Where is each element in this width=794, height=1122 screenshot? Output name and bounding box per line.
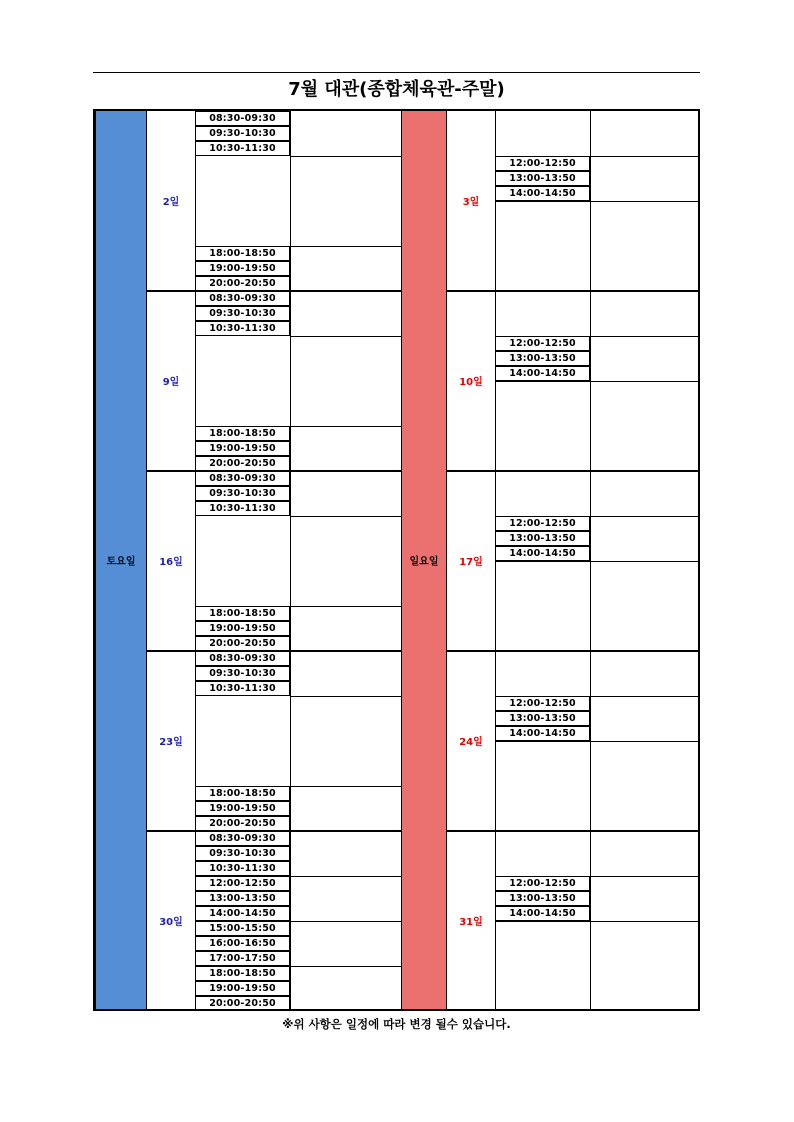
saturday-date: 9일 xyxy=(162,377,180,388)
time-slot: 13:00-13:50 xyxy=(495,891,590,906)
week-divider xyxy=(447,830,698,832)
sunday-date: 24일 xyxy=(459,737,483,748)
time-slot: 20:00-20:50 xyxy=(195,636,290,651)
time-slot: 08:30-09:30 xyxy=(195,111,290,126)
row-divider xyxy=(290,426,401,427)
row-divider xyxy=(290,606,401,607)
top-rule xyxy=(93,72,700,73)
time-slot: 13:00-13:50 xyxy=(495,531,590,546)
schedule-table xyxy=(93,109,700,1011)
time-slot: 20:00-20:50 xyxy=(195,816,290,831)
time-slot: 12:00-12:50 xyxy=(195,876,290,891)
time-slot: 10:30-11:30 xyxy=(195,681,290,696)
week-divider xyxy=(447,650,698,652)
saturday-label: 토요일 xyxy=(106,556,136,568)
time-slot: 20:00-20:50 xyxy=(195,456,290,471)
row-divider xyxy=(290,966,401,967)
time-slot: 18:00-18:50 xyxy=(195,246,290,261)
time-slot: 14:00-14:50 xyxy=(195,906,290,921)
time-slot: 09:30-10:30 xyxy=(195,306,290,321)
time-slot: 19:00-19:50 xyxy=(195,261,290,276)
time-slot: 13:00-13:50 xyxy=(495,351,590,366)
week-divider xyxy=(447,470,698,472)
time-slot: 08:30-09:30 xyxy=(195,831,290,846)
time-slot: 18:00-18:50 xyxy=(195,606,290,621)
column-divider xyxy=(590,111,591,1009)
row-divider xyxy=(590,696,698,697)
time-slot: 09:30-10:30 xyxy=(195,126,290,141)
time-slot: 13:00-13:50 xyxy=(195,891,290,906)
time-slot: 12:00-12:50 xyxy=(495,876,590,891)
row-divider xyxy=(495,741,698,742)
row-divider xyxy=(590,156,698,157)
time-slot: 09:30-10:30 xyxy=(195,846,290,861)
time-slot: 18:00-18:50 xyxy=(195,966,290,981)
saturday-date: 30일 xyxy=(159,917,183,928)
time-slot: 14:00-14:50 xyxy=(495,546,590,561)
time-slot: 14:00-14:50 xyxy=(495,366,590,381)
time-slot: 18:00-18:50 xyxy=(195,426,290,441)
time-slot: 10:30-11:30 xyxy=(195,501,290,516)
time-slot: 14:00-14:50 xyxy=(495,906,590,921)
row-divider xyxy=(590,516,698,517)
time-slot: 08:30-09:30 xyxy=(195,471,290,486)
time-slot: 10:30-11:30 xyxy=(195,141,290,156)
row-divider xyxy=(590,876,698,877)
time-slot: 08:30-09:30 xyxy=(195,651,290,666)
row-divider xyxy=(495,561,698,562)
row-divider xyxy=(290,786,401,787)
sunday-date: 17일 xyxy=(459,557,483,568)
row-divider xyxy=(290,336,401,337)
time-slot: 19:00-19:50 xyxy=(195,441,290,456)
row-divider xyxy=(495,381,698,382)
time-slot: 09:30-10:30 xyxy=(195,486,290,501)
row-divider xyxy=(290,246,401,247)
row-divider xyxy=(290,921,401,922)
time-slot: 19:00-19:50 xyxy=(195,801,290,816)
row-divider xyxy=(590,336,698,337)
time-slot: 12:00-12:50 xyxy=(495,696,590,711)
row-divider xyxy=(495,201,698,202)
time-slot: 15:00-15:50 xyxy=(195,921,290,936)
saturday-date: 2일 xyxy=(162,197,180,208)
sunday-label: 일요일 xyxy=(409,556,439,568)
row-divider xyxy=(290,696,401,697)
time-slot: 12:00-12:50 xyxy=(495,336,590,351)
time-slot: 17:00-17:50 xyxy=(195,951,290,966)
saturday-date: 16일 xyxy=(159,557,183,568)
sunday-date: 31일 xyxy=(459,917,483,928)
week-divider xyxy=(447,290,698,292)
time-slot: 18:00-18:50 xyxy=(195,786,290,801)
time-slot: 13:00-13:50 xyxy=(495,171,590,186)
row-divider xyxy=(290,876,401,877)
time-slot: 10:30-11:30 xyxy=(195,861,290,876)
row-divider xyxy=(290,516,401,517)
sunday-date: 3일 xyxy=(462,197,480,208)
time-slot: 14:00-14:50 xyxy=(495,726,590,741)
time-slot: 19:00-19:50 xyxy=(195,981,290,996)
saturday-date: 23일 xyxy=(159,737,183,748)
time-slot: 09:30-10:30 xyxy=(195,666,290,681)
page-title: 7월 대관(종합체육관-주말) xyxy=(288,79,505,100)
time-slot: 16:00-16:50 xyxy=(195,936,290,951)
sunday-column xyxy=(401,111,447,1009)
time-slot: 13:00-13:50 xyxy=(495,711,590,726)
time-slot: 20:00-20:50 xyxy=(195,996,290,1011)
sunday-date: 10일 xyxy=(459,377,483,388)
footnote: ※위 사항은 일정에 따라 변경 될수 있습니다. xyxy=(282,1017,511,1031)
time-slot: 12:00-12:50 xyxy=(495,156,590,171)
time-slot: 10:30-11:30 xyxy=(195,321,290,336)
saturday-column xyxy=(95,111,147,1009)
time-slot: 19:00-19:50 xyxy=(195,621,290,636)
time-slot: 20:00-20:50 xyxy=(195,276,290,291)
row-divider xyxy=(495,921,698,922)
time-slot: 14:00-14:50 xyxy=(495,186,590,201)
time-slot: 12:00-12:50 xyxy=(495,516,590,531)
row-divider xyxy=(290,156,401,157)
time-slot: 08:30-09:30 xyxy=(195,291,290,306)
